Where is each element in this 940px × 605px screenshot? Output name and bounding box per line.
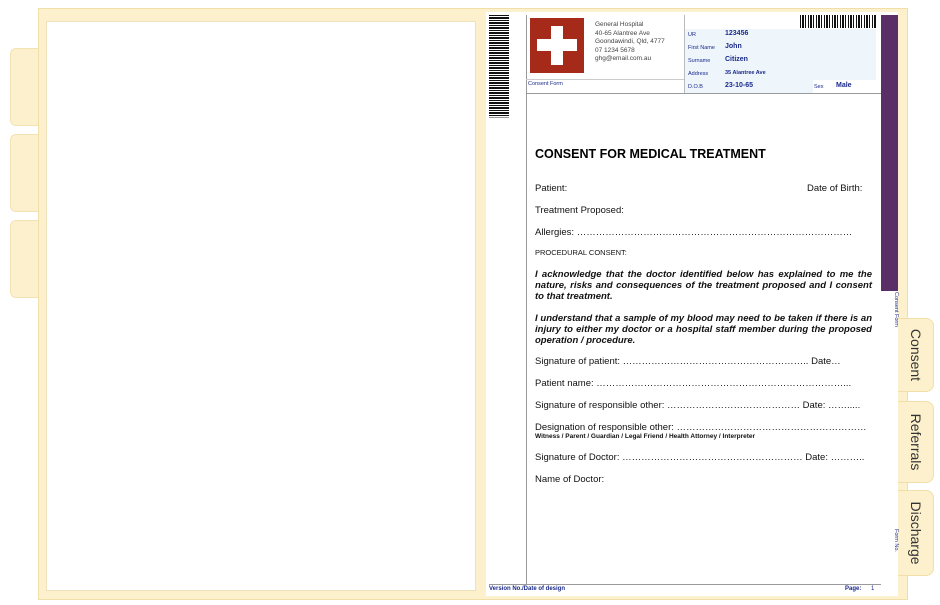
- divider: [489, 117, 509, 118]
- dob-value: 23-10-65: [725, 82, 754, 89]
- page-label: Page:: [845, 586, 862, 592]
- other-signature-field: Signature of responsible other: …………………………………… Date: …….....: [535, 400, 861, 411]
- dob-label: D.O.B: [688, 84, 703, 90]
- doctor-signature-field: Signature of Doctor: ………………………………………………… Date: ………..: [535, 452, 865, 463]
- acknowledge-paragraph: I acknowledge that the doctor identified below has explained to me the nature, risks and consequences of the treatment proposed and I consent to that treatment.: [535, 269, 872, 302]
- hospital-address-2: Goondawindi, Qld, 4777: [595, 38, 665, 46]
- patient-signature-field: Signature of patient: ………………………………………………….. Date…: [535, 356, 841, 367]
- ur-label: UR: [688, 32, 696, 38]
- form-title: CONSENT FOR MEDICAL TREATMENT: [535, 147, 766, 161]
- patient-field-label: Patient:: [535, 183, 568, 194]
- hospital-name: General Hospital: [595, 21, 644, 28]
- page-number: 1: [871, 586, 875, 592]
- consent-form-page: [486, 12, 898, 596]
- divider: [489, 584, 881, 585]
- left-page-blank: [46, 21, 476, 591]
- tab-consent[interactable]: [898, 318, 934, 392]
- divider: [526, 15, 527, 585]
- divider: [526, 93, 881, 94]
- procedural-heading: PROCEDURAL CONSENT:: [535, 248, 627, 257]
- tab-consent-label: Consent: [907, 328, 924, 382]
- sex-value: Male: [836, 82, 852, 89]
- first-name-value: John: [725, 43, 742, 50]
- designation-note: Witness / Parent / Guardian / Legal Friend / Health Attorney / Interpreter: [535, 433, 756, 440]
- hospital-phone: 07 1234 5678: [595, 46, 635, 54]
- address-label: Address: [688, 71, 709, 77]
- divider: [526, 79, 684, 80]
- surname-value: Citizen: [725, 56, 748, 63]
- version-label: Version No./Date of design: [489, 586, 566, 592]
- dob-field-label: Date of Birth:: [807, 183, 863, 194]
- hospital-email: ghg@email.com.au: [595, 55, 652, 63]
- surname-label: Surname: [688, 58, 711, 64]
- tab-discharge[interactable]: [898, 490, 934, 576]
- hospital-cross-logo-icon: [530, 18, 584, 73]
- tab-discharge-label: Discharge: [907, 501, 924, 565]
- sex-label: Sex: [814, 84, 824, 90]
- tab-referrals[interactable]: [898, 401, 934, 483]
- purple-marker-bar: [881, 15, 898, 291]
- hospital-address-1: 40-65 Alantree Ave: [595, 29, 650, 37]
- doctor-name-field: Name of Doctor:: [535, 474, 605, 485]
- treatment-field-label: Treatment Proposed:: [535, 205, 624, 216]
- form-label: Consent Form: [528, 81, 563, 87]
- side-form-no-label: Form No.: [893, 529, 899, 552]
- allergies-field: Allergies: ……………………………………………………………………………: [535, 227, 853, 238]
- tab-referrals-label: Referrals: [907, 413, 924, 471]
- ur-value: 123456: [725, 30, 749, 37]
- hospital-info: [595, 21, 665, 64]
- blood-sample-paragraph: I understand that a sample of my blood may need to be taken if there is an injury to either my doctor or a hospital staff member during the proposed operation / procedure.: [535, 313, 872, 346]
- address-value: 35 Alantree Ave: [725, 70, 766, 76]
- patient-name-field: Patient name: ……………………………………………………………………...: [535, 378, 852, 389]
- side-form-label: Consent Form: [893, 292, 899, 327]
- first-name-label: First Name: [688, 45, 715, 51]
- spine-barcode: [489, 15, 509, 117]
- designation-field: Designation of responsible other: ……………………………………………………: [535, 422, 867, 433]
- header-barcode: [800, 15, 876, 28]
